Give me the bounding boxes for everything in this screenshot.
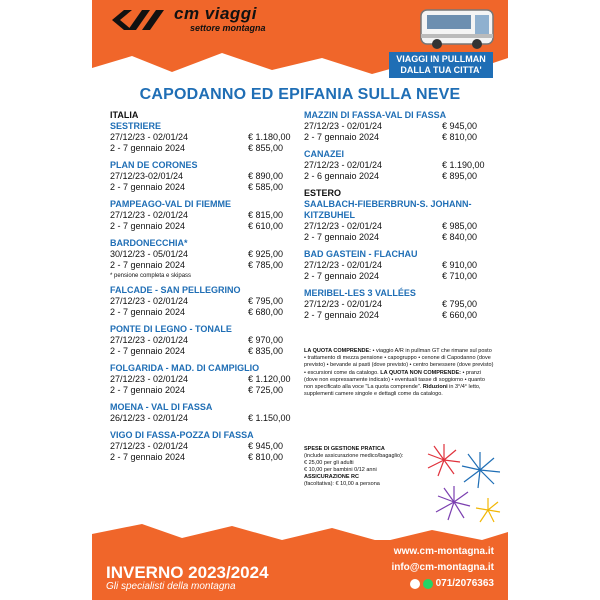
destination-block	[110, 285, 300, 318]
price: € 1.180,00	[248, 132, 291, 142]
italy-destination-list-cont	[304, 110, 494, 182]
price: € 1.150,00	[248, 413, 291, 423]
date-price-row	[304, 121, 494, 132]
price: € 710,00	[442, 271, 478, 281]
destination-block	[304, 149, 494, 182]
price: € 890,00	[248, 171, 284, 181]
date-range: 2 - 7 gennaio 2024	[110, 307, 186, 317]
price: € 910,00	[442, 260, 478, 270]
date-range: 27/12/23-02/01/24	[110, 171, 184, 181]
date-range: 27/12/23 - 02/01/24	[110, 210, 189, 220]
date-price-row	[304, 132, 494, 143]
destination-block	[110, 430, 300, 463]
main-title: CAPODANNO ED EPIFANIA SULLA NEVE	[139, 86, 461, 103]
logo-title: cm viaggi	[174, 4, 257, 23]
date-price-row	[110, 346, 300, 357]
price: € 585,00	[248, 182, 284, 192]
price: € 840,00	[442, 232, 478, 242]
date-range: 27/12/23 - 02/01/24	[304, 299, 383, 309]
insurance-text: (facoltativa): € 10,00 a persona	[304, 481, 380, 487]
price: € 795,00	[248, 296, 284, 306]
flyer	[92, 0, 508, 600]
date-range: 2 - 7 gennaio 2024	[110, 346, 186, 356]
date-range: 27/12/23 - 02/01/24	[304, 260, 383, 270]
date-price-row	[110, 182, 300, 193]
price: € 1.120,00	[248, 374, 291, 384]
italy-destination-list	[110, 121, 300, 463]
section-estero: ESTERO	[304, 188, 342, 198]
price: € 785,00	[248, 260, 284, 270]
date-price-row	[304, 271, 494, 282]
date-price-row	[304, 310, 494, 321]
price: € 835,00	[248, 346, 284, 356]
price: € 970,00	[248, 335, 284, 345]
destination-name: CANAZEI	[304, 149, 344, 159]
date-price-row	[110, 441, 300, 452]
destination-name: FALCADE - SAN PELLEGRINO	[110, 285, 241, 295]
destination-name: SAALBACH-FIEBERBRUN-S. JOHANN-KITZBUHEL	[304, 199, 472, 220]
price: € 680,00	[248, 307, 284, 317]
price: € 810,00	[442, 132, 478, 142]
date-range: 30/12/23 - 05/01/24	[110, 249, 189, 259]
date-price-row	[110, 452, 300, 463]
price: € 815,00	[248, 210, 284, 220]
fees-line3: € 10,00 per bambini 0/12 anni	[304, 467, 377, 473]
reductions-text: in 3°/4° letto, supplementi camere singole e dettagli come da catalogo.	[304, 384, 481, 398]
fees-label: SPESE DI GESTIONE PRATICA	[304, 446, 385, 452]
price: € 925,00	[248, 249, 284, 259]
excludes-text: • pranzi (dove non espressamente indicato) • eventuali tasse di soggiorno • quanto non specificato alla voce "La quota comprende".	[304, 369, 485, 391]
date-range: 27/12/23 - 02/01/24	[110, 374, 189, 384]
destination-note: * pensione completa e skipass	[110, 273, 192, 279]
date-range: 2 - 7 gennaio 2024	[304, 310, 380, 320]
date-price-row	[110, 132, 300, 143]
date-price-row	[304, 260, 494, 271]
date-range: 2 - 6 gennaio 2024	[304, 171, 380, 181]
destination-name: PLAN DE CORONES	[110, 160, 198, 170]
bus-badge-line2: DALLA TUA CITTA'	[400, 65, 482, 75]
price: € 985,00	[442, 221, 478, 231]
price: € 1.190,00	[442, 160, 485, 170]
date-range: 27/12/23 - 02/01/24	[304, 160, 383, 170]
fees-block	[304, 446, 414, 488]
insurance-label: ASSICURAZIONE RC	[304, 474, 360, 480]
date-price-row	[110, 335, 300, 346]
date-price-row	[110, 307, 300, 318]
price: € 945,00	[248, 441, 284, 451]
footer-title: INVERNO 2023/2024	[106, 563, 269, 582]
date-price-row	[304, 160, 494, 171]
right-column	[304, 110, 494, 321]
date-range: 2 - 7 gennaio 2024	[304, 132, 380, 142]
date-range: 2 - 7 gennaio 2024	[110, 385, 186, 395]
footer-subtitle: Gli specialisti della montagna	[106, 581, 236, 592]
date-range: 2 - 7 gennaio 2024	[110, 452, 186, 462]
date-price-row	[304, 221, 494, 232]
destination-name: BAD GASTEIN - FLACHAU	[304, 249, 418, 259]
email-link[interactable]	[391, 562, 494, 573]
terms-block	[304, 348, 494, 398]
destination-block	[110, 121, 300, 154]
destination-block	[304, 249, 494, 282]
destination-name: PONTE DI LEGNO - TONALE	[110, 324, 232, 334]
logo-subtitle: settore montagna	[190, 23, 266, 33]
whatsapp-icon	[423, 579, 433, 589]
date-range: 27/12/23 - 02/01/24	[304, 121, 383, 131]
destination-block	[304, 199, 494, 243]
destination-block	[304, 288, 494, 321]
price: € 855,00	[248, 143, 284, 153]
date-range: 27/12/23 - 02/01/24	[304, 221, 383, 231]
bus-badge	[389, 52, 493, 78]
destination-block	[304, 110, 494, 143]
price: € 945,00	[442, 121, 478, 131]
date-price-row	[110, 385, 300, 396]
cm-logo-icon	[112, 10, 170, 30]
destination-name: MERIBEL-LES 3 VALLÉES	[304, 288, 416, 298]
destination-name: VIGO DI FASSA-POZZA DI FASSA	[110, 430, 254, 440]
date-price-row	[110, 143, 300, 154]
date-price-row	[304, 171, 494, 182]
date-range: 2 - 7 gennaio 2024	[110, 182, 186, 192]
includes-text: • viaggio A/R in pullman GT che rimane sul posto • trattamento di mezza pensione • capogruppo • cenone di Capodanno (dove previsto) • bevande ai pasti (dove previsto) • centro benessere (dove previsto) • escursioni come da catalogo.	[304, 348, 494, 376]
destination-name: SESTRIERE	[110, 121, 162, 131]
fees-line2: € 25,00 per gli adulti	[304, 460, 354, 466]
phone-icon	[410, 579, 420, 589]
date-range: 27/12/23 - 02/01/24	[110, 441, 189, 451]
destination-name: MAZZIN DI FASSA-VAL DI FASSA	[304, 110, 447, 120]
destination-name: FOLGARIDA - MAD. DI CAMPIGLIO	[110, 363, 260, 373]
date-range: 27/12/23 - 02/01/24	[110, 132, 189, 142]
date-price-row	[110, 171, 300, 182]
excludes-label: LA QUOTA NON COMPRENDE:	[380, 369, 461, 376]
fireworks-icon	[414, 440, 506, 530]
date-price-row	[110, 413, 300, 424]
price: € 610,00	[248, 221, 284, 231]
destination-block	[110, 324, 300, 357]
website-link[interactable]: www.cm-montagna.it	[393, 546, 494, 557]
destination-block	[110, 363, 300, 396]
price: € 795,00	[442, 299, 478, 309]
date-price-row	[110, 260, 300, 271]
reductions-label: Riduzioni	[422, 384, 448, 391]
date-range: 2 - 7 gennaio 2024	[110, 260, 186, 270]
date-range: 27/12/23 - 02/01/24	[110, 296, 189, 306]
date-price-row	[110, 249, 300, 260]
date-price-row	[110, 221, 300, 232]
date-price-row	[110, 296, 300, 307]
destination-name: PAMPEAGO-VAL DI FIEMME	[110, 199, 232, 209]
bus-badge-line1: VIAGGI IN PULLMAN	[396, 54, 486, 64]
date-range: 26/12/23 - 02/01/24	[110, 413, 189, 423]
includes-label: LA QUOTA COMPRENDE:	[304, 348, 372, 354]
phone-text: 071/2076363	[435, 578, 494, 589]
price: € 810,00	[248, 452, 284, 462]
destination-block	[110, 199, 300, 232]
destination-name: MOENA - VAL DI FASSA	[110, 402, 213, 412]
italy-column	[110, 110, 300, 463]
date-range: 2 - 7 gennaio 2024	[304, 232, 380, 242]
destination-name: BARDONECCHIA*	[110, 238, 188, 248]
price: € 895,00	[442, 171, 478, 181]
price: € 725,00	[248, 385, 284, 395]
destination-block	[110, 402, 300, 424]
date-range: 2 - 7 gennaio 2024	[110, 221, 186, 231]
date-range: 2 - 7 gennaio 2024	[110, 143, 186, 153]
date-range: 27/12/23 - 02/01/24	[110, 335, 189, 345]
destination-block	[110, 160, 300, 193]
date-price-row	[304, 232, 494, 243]
bus-icon	[417, 6, 497, 52]
destination-block	[110, 238, 300, 279]
email-text: info@cm-montagna.it	[391, 562, 494, 573]
date-price-row	[110, 374, 300, 385]
phone-number[interactable]	[410, 578, 494, 589]
price: € 660,00	[442, 310, 478, 320]
abroad-destination-list	[304, 199, 494, 321]
date-price-row	[304, 299, 494, 310]
section-italia: ITALIA	[110, 110, 139, 120]
date-price-row	[110, 210, 300, 221]
fees-line1: (include assicurazione medico/bagaglio):	[304, 453, 404, 459]
date-range: 2 - 7 gennaio 2024	[304, 271, 380, 281]
